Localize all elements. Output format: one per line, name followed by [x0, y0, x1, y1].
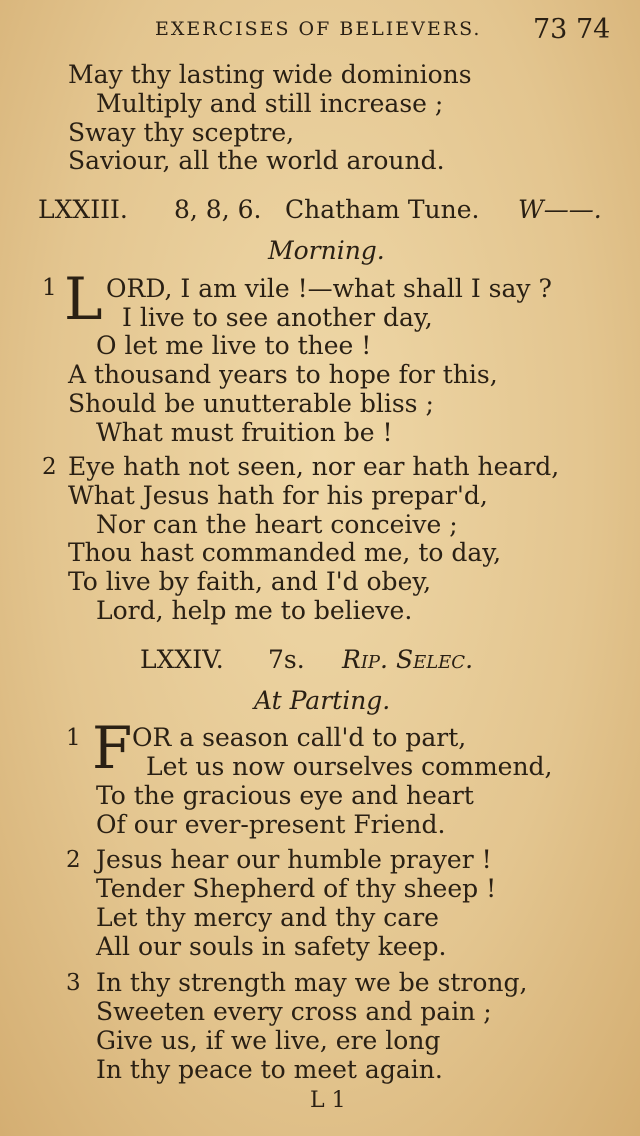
verse-line: OR a season call'd to part,	[132, 723, 467, 752]
printer-signature: L 1	[310, 1088, 346, 1113]
verse-line: Lord, help me to believe.	[96, 596, 413, 625]
drop-cap: F	[92, 714, 133, 782]
running-header: EXERCISES OF BELIEVERS.	[155, 18, 482, 40]
verse-line: Let thy mercy and thy care	[96, 903, 439, 932]
verse-line: Should be unutterable bliss ;	[68, 389, 434, 418]
verse-line: Sway thy sceptre,	[68, 118, 295, 147]
hymn-source: Rip. Selec.	[342, 645, 474, 674]
verse-line: Tender Shepherd of thy sheep !	[96, 874, 497, 903]
verse-line: Jesus hear our humble prayer !	[96, 845, 492, 874]
hymn-title: At Parting.	[254, 686, 391, 715]
verse-line: Let us now ourselves commend,	[146, 752, 553, 781]
drop-cap: L	[64, 265, 103, 333]
verse-number: 2	[42, 454, 57, 480]
verse-line: What Jesus hath for his prepar'd,	[68, 481, 488, 510]
verse-line: In thy strength may we be strong,	[96, 968, 528, 997]
verse-line: To live by faith, and I'd obey,	[68, 567, 432, 596]
hymn-author: W——.	[518, 195, 602, 224]
verse-number: 1	[66, 725, 81, 751]
hymn-tune: Chatham Tune.	[285, 195, 480, 224]
verse-line: O let me live to thee !	[96, 331, 372, 360]
verse-line: In thy peace to meet again.	[96, 1055, 443, 1084]
hymn-meter: 8, 8, 6.	[174, 195, 262, 224]
verse-line: May thy lasting wide dominions	[68, 60, 472, 89]
verse-line: Thou hast commanded me, to day,	[68, 538, 502, 567]
hymn-number: LXXIV.	[140, 645, 224, 674]
verse-line: Of our ever-present Friend.	[96, 810, 446, 839]
verse-line: I live to see another day,	[122, 303, 433, 332]
verse-line: Nor can the heart conceive ;	[96, 510, 458, 539]
verse-line: Eye hath not seen, nor ear hath heard,	[68, 452, 560, 481]
verse-line: A thousand years to hope for this,	[68, 360, 498, 389]
verse-line: To the gracious eye and heart	[96, 781, 474, 810]
verse-number: 1	[42, 275, 57, 301]
verse-line: Sweeten every cross and pain ;	[96, 997, 492, 1026]
verse-line: ORD, I am vile !—what shall I say ?	[106, 274, 552, 303]
verse-line: What must fruition be !	[96, 418, 393, 447]
page-numbers: 73 74	[533, 14, 611, 45]
verse-line: Multiply and still increase ;	[96, 89, 444, 118]
hymn-meter: 7s.	[268, 645, 305, 674]
verse-line: Give us, if we live, ere long	[96, 1026, 441, 1055]
verse-line: All our souls in safety keep.	[96, 932, 447, 961]
verse-number: 2	[66, 847, 81, 873]
hymn-title: Morning.	[268, 236, 385, 265]
verse-line: Saviour, all the world around.	[68, 146, 445, 175]
hymn-number: LXXIII.	[38, 195, 128, 224]
verse-number: 3	[66, 970, 81, 996]
